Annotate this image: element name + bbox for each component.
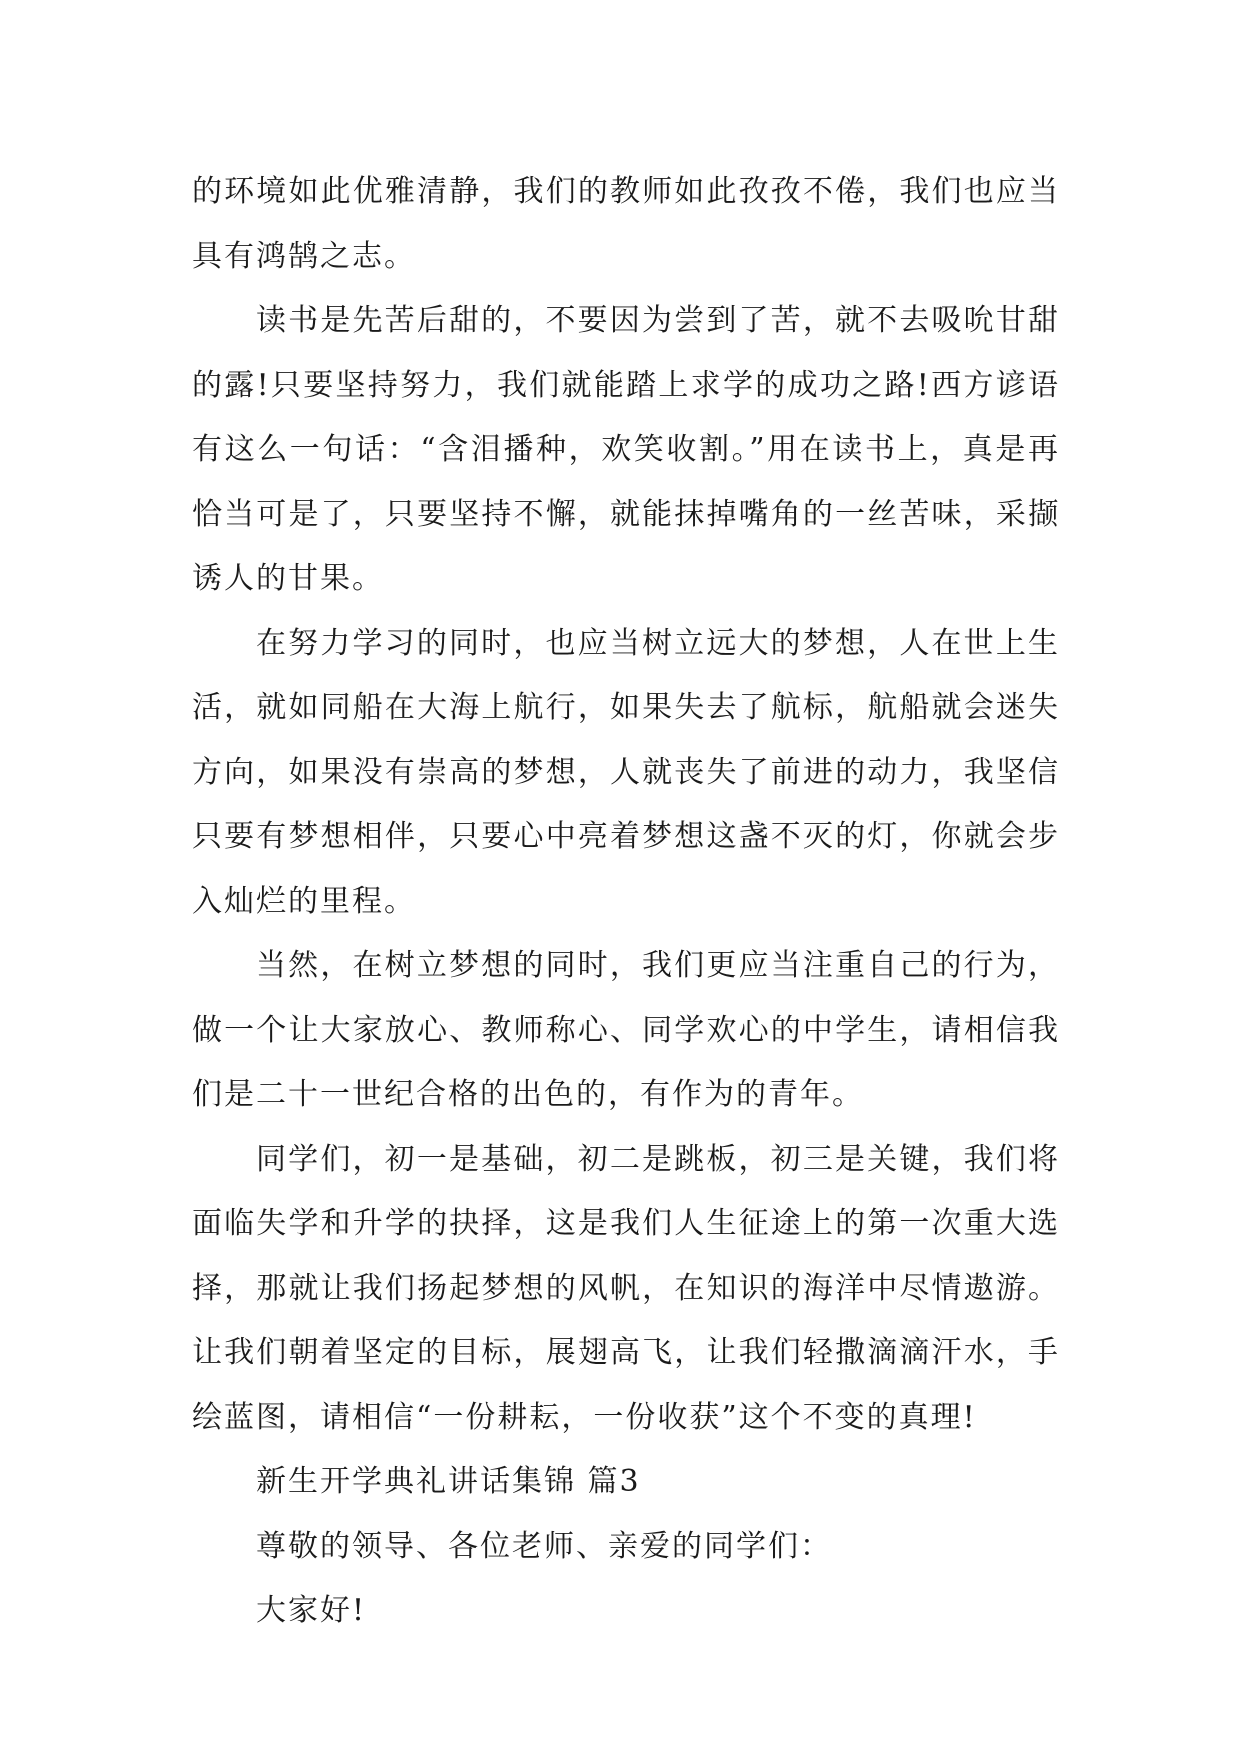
paragraph-reading: 读书是先苦后甜的，不要因为尝到了苦，就不去吸吮甘甜的露!只要坚持努力，我们就能踏上求学的成功之路!西方谚语有这么一句话：“含泪播种，欢笑收割。”用在读书上，真是再恰当可是了，只要坚持不懈，就能抹掉嘴角的一丝苦味，采撷诱人的甘果。 [192,303,1060,596]
paragraph-continuation: 的环境如此优雅清静，我们的教师如此孜孜不倦，我们也应当具有鸿鹄之志。 [192,174,1060,274]
paragraph-classmates: 同学们，初一是基础，初二是跳板，初三是关键，我们将面临失学和升学的抉择，这是我们人生征途上的第一次重大选择，那就让我们扬起梦想的风帆，在知识的海洋中尽情遨游。让我们朝着坚定的目标，展翅高飞，让我们轻撒滴滴汗水，手绘蓝图，请相信“一份耕耘，一份收获”这个不变的真理! [192,1141,1060,1435]
paragraph-behavior: 当然，在树立梦想的同时，我们更应当注重自己的行为，做一个让大家放心、教师称心、同学欢心的中学生，请相信我们是二十一世纪合格的出色的，有作为的青年。 [192,948,1060,1112]
salutation: 尊敬的领导、各位老师、亲爱的同学们： [256,1528,832,1564]
greeting: 大家好! [256,1593,367,1628]
paragraph-dream: 在努力学习的同时，也应当树立远大的梦想，人在世上生活，就如同船在大海上航行，如果失去了航标，航船就会迷失方向，如果没有崇高的梦想，人就丧失了前进的动力，我坚信只要有梦想相伴，只要心中亮着梦想这盏不灭的灯，你就会步入灿烂的里程。 [192,625,1060,919]
section-heading: 新生开学典礼讲话集锦 篇3 [256,1464,641,1499]
document-body [192,160,1060,1644]
